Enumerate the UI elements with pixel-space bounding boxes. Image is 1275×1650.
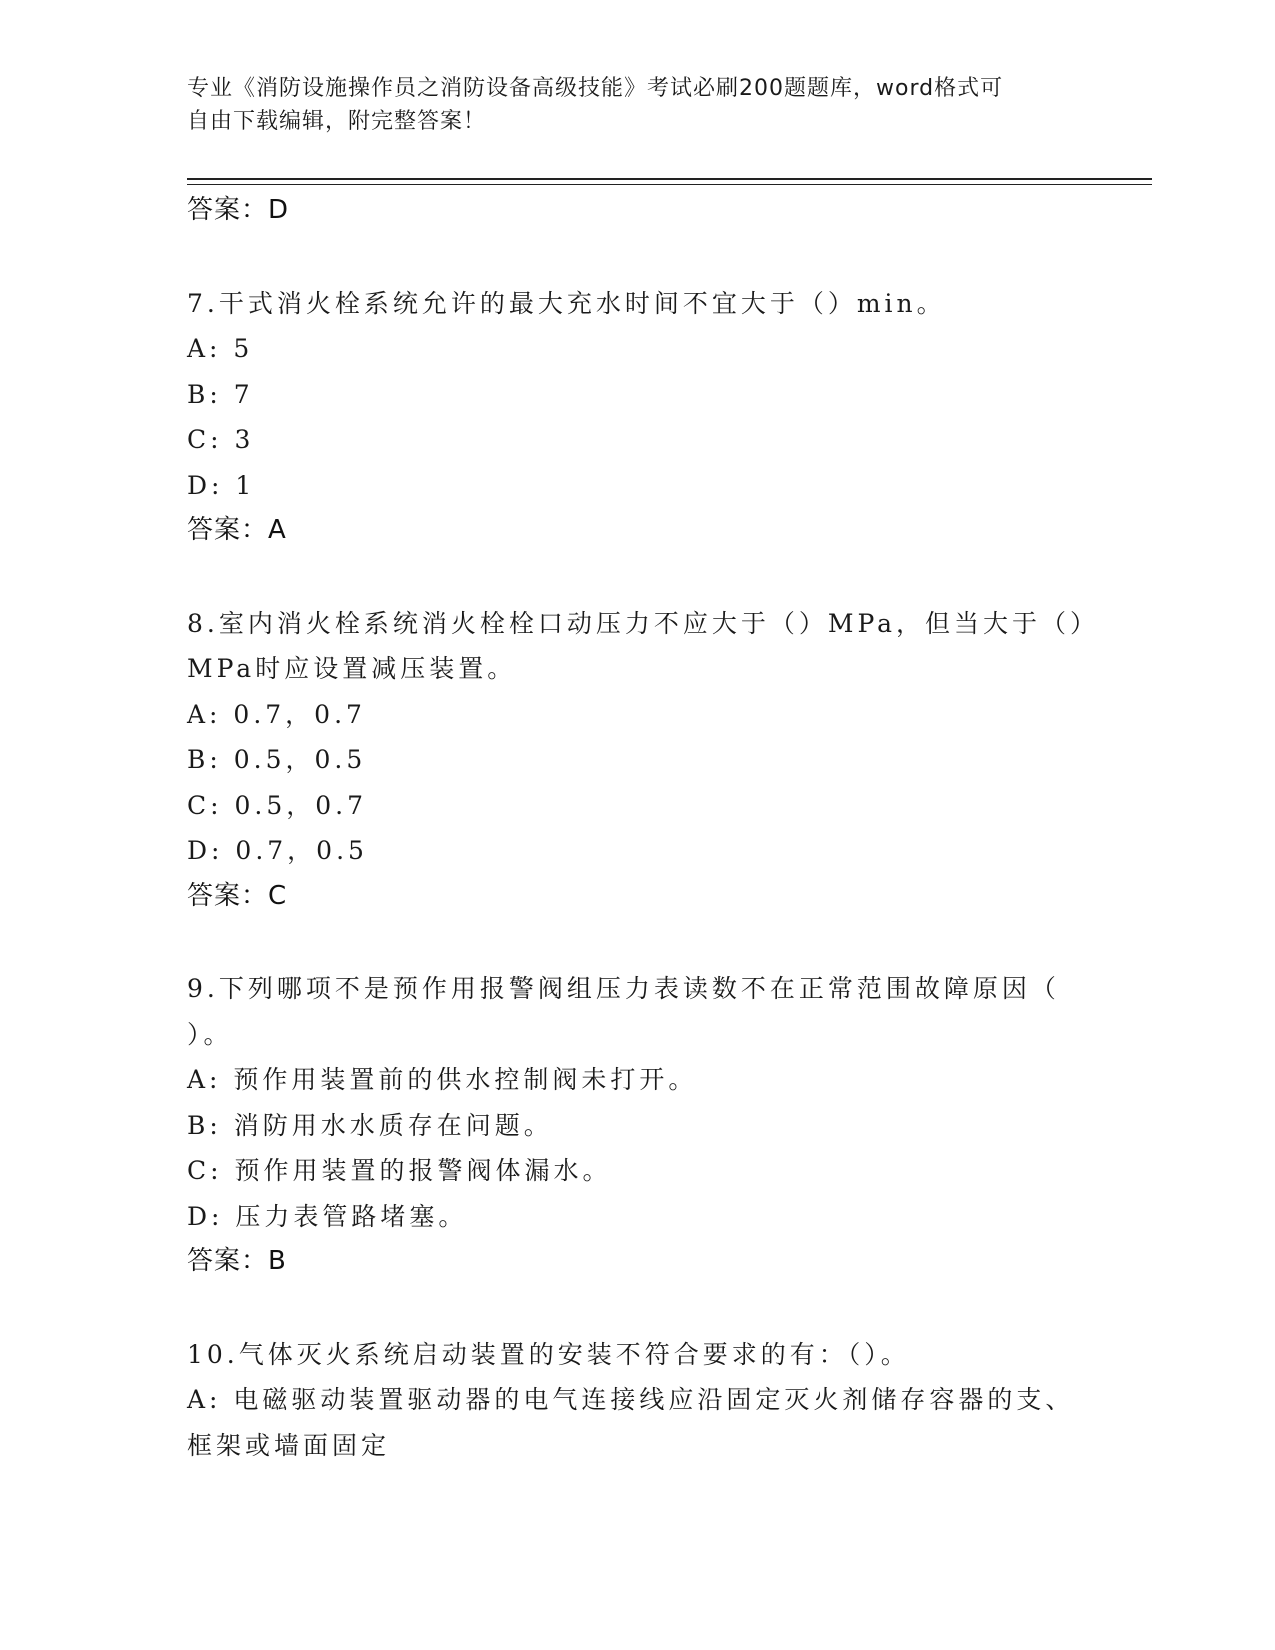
question-8 bbox=[187, 601, 1100, 920]
question-stem-continued: MPa时应设置减压装置。 bbox=[187, 654, 517, 683]
answer-line: 答案：C bbox=[187, 880, 288, 911]
option-d: D: 压力表管路堵塞。 bbox=[187, 1201, 468, 1231]
question-7 bbox=[187, 281, 1087, 554]
question-stem: 8.室内消火栓系统消火栓栓口动压力不应大于（）MPa，但当大于（） bbox=[187, 608, 1100, 638]
option-d: D: 1 bbox=[187, 470, 256, 500]
header-line-2: 自由下载编辑，附完整答案！ bbox=[187, 109, 487, 134]
option-c: C: 0.5，0.7 bbox=[187, 790, 368, 820]
question-list bbox=[187, 188, 1100, 1468]
option-a: A: 5 bbox=[187, 334, 254, 363]
question-stem: 9.下列哪项不是预作用报警阀组压力表读数不在正常范围故障原因（ bbox=[187, 974, 1060, 1003]
answer-line: 答案：D bbox=[187, 195, 290, 225]
answer-line: 答案：A bbox=[187, 515, 287, 545]
option-a: A: 0.7，0.7 bbox=[187, 699, 366, 729]
document-header bbox=[187, 72, 1067, 138]
header-rule-thick bbox=[187, 178, 1152, 180]
option-b: B: 消防用水水质存在问题。 bbox=[187, 1110, 553, 1140]
option-b: B: 7 bbox=[187, 379, 254, 409]
option-b: B: 0.5，0.5 bbox=[187, 745, 367, 774]
option-d: D: 0.7，0.5 bbox=[187, 836, 368, 865]
option-c: C: 预作用装置的报警阀体漏水。 bbox=[187, 1156, 612, 1185]
option-a-continued: 框架或墙面固定 bbox=[187, 1430, 391, 1460]
header-line-1: 专业《消防设施操作员之消防设备高级技能》考试必刷200题题库，word格式可 bbox=[187, 76, 1004, 101]
answer-line: 答案：B bbox=[187, 1246, 287, 1276]
question-stem: 10.气体灭火系统启动装置的安装不符合要求的有：（）。 bbox=[187, 1339, 910, 1369]
question-10 bbox=[187, 1332, 1087, 1469]
option-c: C: 3 bbox=[187, 425, 255, 454]
question-stem-continued: ）。 bbox=[187, 1019, 233, 1049]
option-a: A: 电磁驱动装置驱动器的电气连接线应沿固定灭火剂储存容器的支、 bbox=[187, 1385, 1075, 1414]
header-rule-thin bbox=[187, 184, 1152, 185]
question-stem: 7.干式消火栓系统允许的最大充水时间不宜大于（）min。 bbox=[187, 288, 946, 318]
option-a: A: 预作用装置前的供水控制阀未打开。 bbox=[187, 1065, 698, 1094]
question-9 bbox=[187, 966, 1087, 1285]
